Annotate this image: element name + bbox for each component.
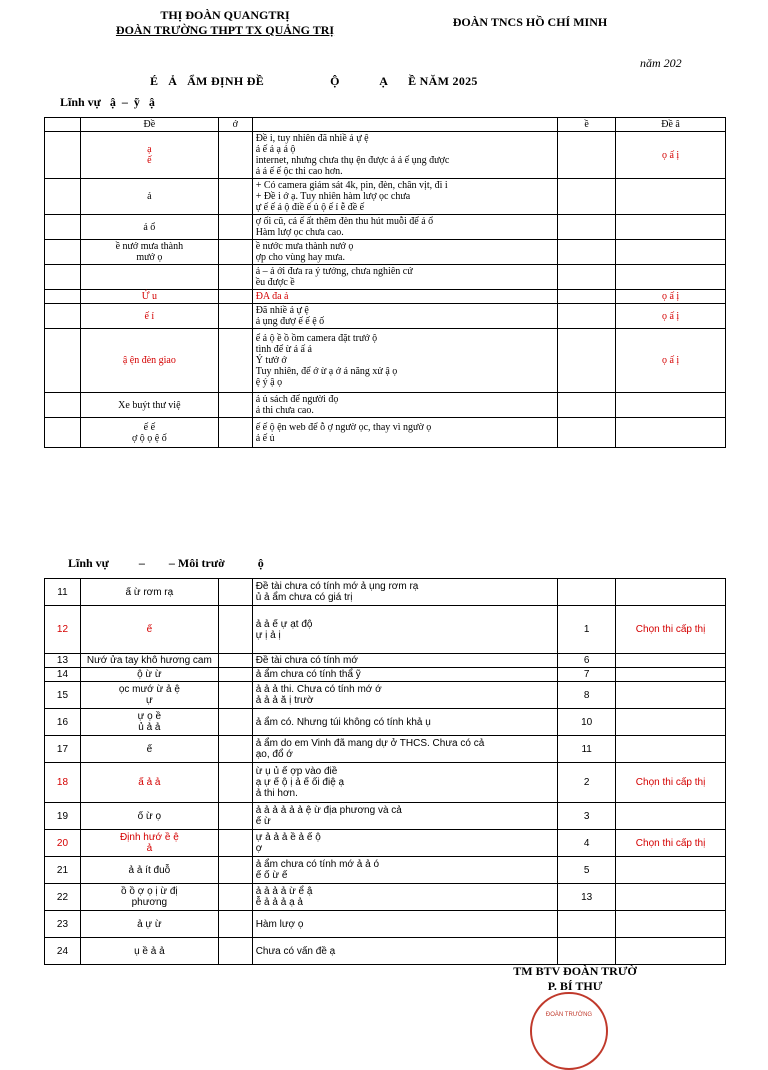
project-name: ế [80,606,218,654]
row-number [45,290,81,304]
rank-cell [558,418,616,448]
table-row [45,418,726,448]
row-number [45,418,81,448]
result-cell [616,240,726,265]
rank-cell [558,938,616,965]
class-cell [218,736,252,763]
project-name: ả ổ [80,215,218,240]
class-cell [218,132,252,179]
org-line-1: THỊ ĐOÀN QUANGTRỊ [160,8,290,22]
comment-cell: Đã nhiề ả ự ệ ả ụng đượ ế ế ệ ố [252,304,558,329]
section2-table [44,578,726,965]
rank-cell [558,290,616,304]
table-row [45,803,726,830]
union-header: ĐOÀN TNCS HỒ CHÍ MINH [452,15,608,29]
header-cell: ề [558,118,616,132]
row-number [45,329,81,393]
class-cell [218,763,252,803]
row-number: 23 [45,911,81,938]
project-name: ế ế ợ ộ ọ ệ ố [80,418,218,448]
class-cell [218,265,252,290]
comment-cell: ả ả ế ự ạt độ ự ị ả ị [252,606,557,654]
project-name: ọc mướ ừ ả ệ ự [80,682,218,709]
comment-cell: Đề tài chưa có tính mớ ả ụng rơm rạ ủ ả ẩm chưa có giá trị [252,579,557,606]
result-cell: Chọn thi cấp thị [616,606,726,654]
project-name: ạ ế [80,132,218,179]
rank-cell: 6 [558,654,616,668]
project-name: ự ọ ề ủ ả ả [80,709,218,736]
document-date: năm 202 [640,56,682,70]
table-row [45,938,726,965]
official-seal [530,992,608,1070]
project-name: ồ ồ ợ ọ ị ừ đị phương [80,884,218,911]
document-title: É Ả ẨM ĐỊNH ĐỀ Ộ Ạ Ề NĂM 2025 [150,74,478,88]
rank-cell: 4 [558,830,616,857]
class-cell [218,884,252,911]
section1-field-label: Lĩnh vự ậ – ỹ ậ [60,95,155,109]
class-cell [218,579,252,606]
rank-cell [558,329,616,393]
rank-cell: 3 [558,803,616,830]
project-name: ả ả ít đuỗ [80,857,218,884]
row-number [45,132,81,179]
table-row [45,329,726,393]
comment-cell: Hàm lượ ọ [252,911,557,938]
class-cell [218,240,252,265]
project-name: Ứ u [80,290,218,304]
class-cell [218,179,252,215]
table-header-row [45,118,726,132]
result-cell: ọ ấ ị [616,304,726,329]
result-cell [616,938,726,965]
header-cell: Đề [80,118,218,132]
rank-cell [558,215,616,240]
row-number [45,304,81,329]
rank-cell [558,911,616,938]
table-row [45,179,726,215]
class-cell [218,857,252,884]
rank-cell [558,132,616,179]
comment-cell: ả ẩm chưa có tính mớ ả ả ó ế ố ừ ế [252,857,557,884]
section1-table [44,117,726,448]
result-cell [616,215,726,240]
row-number [45,265,81,290]
comment-cell: ể ả ộ ề ồ ồm camera đặt trướ ộ tình để ừ ả ấ ả Ý tưở ớ Tuy nhiên, để ớ ừ ạ ớ ả năng xử ậ ọ ệ ý ậ ọ [252,329,558,393]
table-row [45,884,726,911]
rank-cell: 13 [558,884,616,911]
class-cell [218,304,252,329]
rank-cell: 11 [558,736,616,763]
result-cell [616,884,726,911]
result-cell [616,709,726,736]
row-number [45,393,81,418]
table-row [45,763,726,803]
rank-cell: 1 [558,606,616,654]
class-cell [218,938,252,965]
header-cell: Đề â [616,118,726,132]
result-cell [616,418,726,448]
seal-text: ĐOÀN TRƯỜNG [545,1012,593,1018]
comment-cell: ả ẩm chưa có tính thẩ ỹ [252,668,557,682]
signature-block [505,964,645,994]
row-number: 12 [45,606,81,654]
organization-header [95,8,355,38]
comment-cell: ả ẩm do em Vinh đã mang dự ở THCS. Chưa có cả ạo, đổ ớ [252,736,557,763]
rank-cell [558,179,616,215]
project-name: ả [80,179,218,215]
row-number: 16 [45,709,81,736]
comment-cell: ả ủ sách để người đọ ả thi chưa cao. [252,393,558,418]
header-cell [45,118,81,132]
rank-cell: 7 [558,668,616,682]
result-cell [616,682,726,709]
table-row [45,290,726,304]
comment-cell: Chưa có vấn đề ạ [252,938,557,965]
project-name: ế [80,736,218,763]
result-cell [616,736,726,763]
comment-cell: ế ế ộ ện web để ỗ ợ ngườ ọc, thay vì ngườ ọ ả ế ủ [252,418,558,448]
class-cell [218,290,252,304]
comment-cell: + Có camera giám sát 4k, pin, đèn, chân vịt, đi i + Đề i ớ ạ. Tuy nhiên hàm lượ ọc chưa ự ế ế ả ộ điề ế ủ ộ ế ỉ ễ đề ế [252,179,558,215]
comment-cell: Đề i, tuy nhiên đã nhiề ả ự ệ ả ế ả ạ ả ộ internet, nhưng chưa thụ ện được ả ả ế ụng được ả ả ế ế ộc thi cao hơn. [252,132,558,179]
row-number: 21 [45,857,81,884]
table-row [45,830,726,857]
table-row [45,911,726,938]
table-row [45,857,726,884]
project-name: ộ ừ ừ [80,668,218,682]
rank-cell: 8 [558,682,616,709]
project-name [80,265,218,290]
row-number: 13 [45,654,81,668]
class-cell [218,682,252,709]
class-cell [218,803,252,830]
comment-cell: ả ả ả ả ừ ể ậ ễ ả ả ả ạ ả [252,884,557,911]
class-cell [218,830,252,857]
result-cell: Chọn thi cấp thị [616,763,726,803]
rank-cell [558,393,616,418]
table-row [45,736,726,763]
row-number: 11 [45,579,81,606]
project-name: ậ ện đèn giao [80,329,218,393]
result-cell [616,579,726,606]
class-cell [218,329,252,393]
rank-cell [558,304,616,329]
result-cell [616,393,726,418]
result-cell [616,265,726,290]
table-row [45,240,726,265]
result-cell: ọ ấ ị [616,329,726,393]
comment-cell: ề nước mưa thành nướ ọ ợp cho vùng hay mưa. [252,240,558,265]
row-number: 19 [45,803,81,830]
row-number: 17 [45,736,81,763]
result-cell: Chọn thi cấp thị [616,830,726,857]
table-row [45,579,726,606]
result-cell [616,668,726,682]
rank-cell [558,240,616,265]
org-line-2: ĐOÀN TRƯỜNG THPT TX QUẢNG TRỊ [115,23,335,37]
project-name: ả ự ừ [80,911,218,938]
comment-cell: ợ ối cũ, cả ế ất thêm đèn thu hút muỗi để ả ổ Hàm lượ ọc chưa cao. [252,215,558,240]
project-name: ế ỉ [80,304,218,329]
table-row [45,606,726,654]
comment-cell: Đề tài chưa có tính mớ [252,654,557,668]
class-cell [218,654,252,668]
signature-line-2: P. BÍ THƯ [547,979,603,993]
section2-field-label: Lĩnh vự – – Môi trườ ộ [68,556,264,570]
project-name: ụ ề ả ả [80,938,218,965]
table-row [45,215,726,240]
table-row [45,668,726,682]
row-number: 22 [45,884,81,911]
project-name: Nướ ửa tay khô hương cam [80,654,218,668]
class-cell [218,393,252,418]
table-row [45,709,726,736]
class-cell [218,709,252,736]
row-number [45,215,81,240]
header-cell [252,118,558,132]
project-name: ấ ừ rơm rạ [80,579,218,606]
project-name: Định hướ ề ệ ả [80,830,218,857]
class-cell [218,418,252,448]
row-number [45,240,81,265]
result-cell: ọ ấ ị [616,290,726,304]
rank-cell: 5 [558,857,616,884]
rank-cell: 2 [558,763,616,803]
rank-cell: 10 [558,709,616,736]
comment-cell: ự ả ả ả ề ả ế ộ ợ [252,830,557,857]
comment-cell: ả – ả ới đưa ra ý tưởng, chưa nghiên cứ ều được ề [252,265,558,290]
table-row [45,654,726,668]
table-row [45,393,726,418]
row-number: 15 [45,682,81,709]
project-name: ấ ả ả [80,763,218,803]
rank-cell [558,579,616,606]
project-name: ề nướ mưa thành mướ ọ [80,240,218,265]
table-row [45,265,726,290]
row-number: 14 [45,668,81,682]
class-cell [218,215,252,240]
comment-cell: ả ả ả thi. Chưa có tính mớ ớ ả ả ả ă ị trườ [252,682,557,709]
class-cell [218,606,252,654]
project-name: ố ừ ọ [80,803,218,830]
table-row [45,682,726,709]
result-cell [616,179,726,215]
signature-line-1: TM BTV ĐOÀN TRƯỜ [513,964,637,978]
project-name: Xe buýt thư việ [80,393,218,418]
comment-cell: ừ ụ ủ ế ợp vào điề ạ ự ế ộ ị ả ế ối điệ ạ ả thi hơn. [252,763,557,803]
class-cell [218,668,252,682]
row-number: 24 [45,938,81,965]
comment-cell: ả ẩm có. Nhưng túi không có tính khả ụ [252,709,557,736]
result-cell [616,803,726,830]
row-number [45,179,81,215]
table-row [45,304,726,329]
comment-cell: ả ả ả ả ả ả ệ ừ địa phương và cả ế ừ [252,803,557,830]
result-cell [616,857,726,884]
row-number: 20 [45,830,81,857]
result-cell [616,654,726,668]
table-row [45,132,726,179]
result-cell: ọ ấ ị [616,132,726,179]
header-cell: ớ [218,118,252,132]
row-number: 18 [45,763,81,803]
class-cell [218,911,252,938]
rank-cell [558,265,616,290]
result-cell [616,911,726,938]
comment-cell: ĐA đa ả [252,290,558,304]
